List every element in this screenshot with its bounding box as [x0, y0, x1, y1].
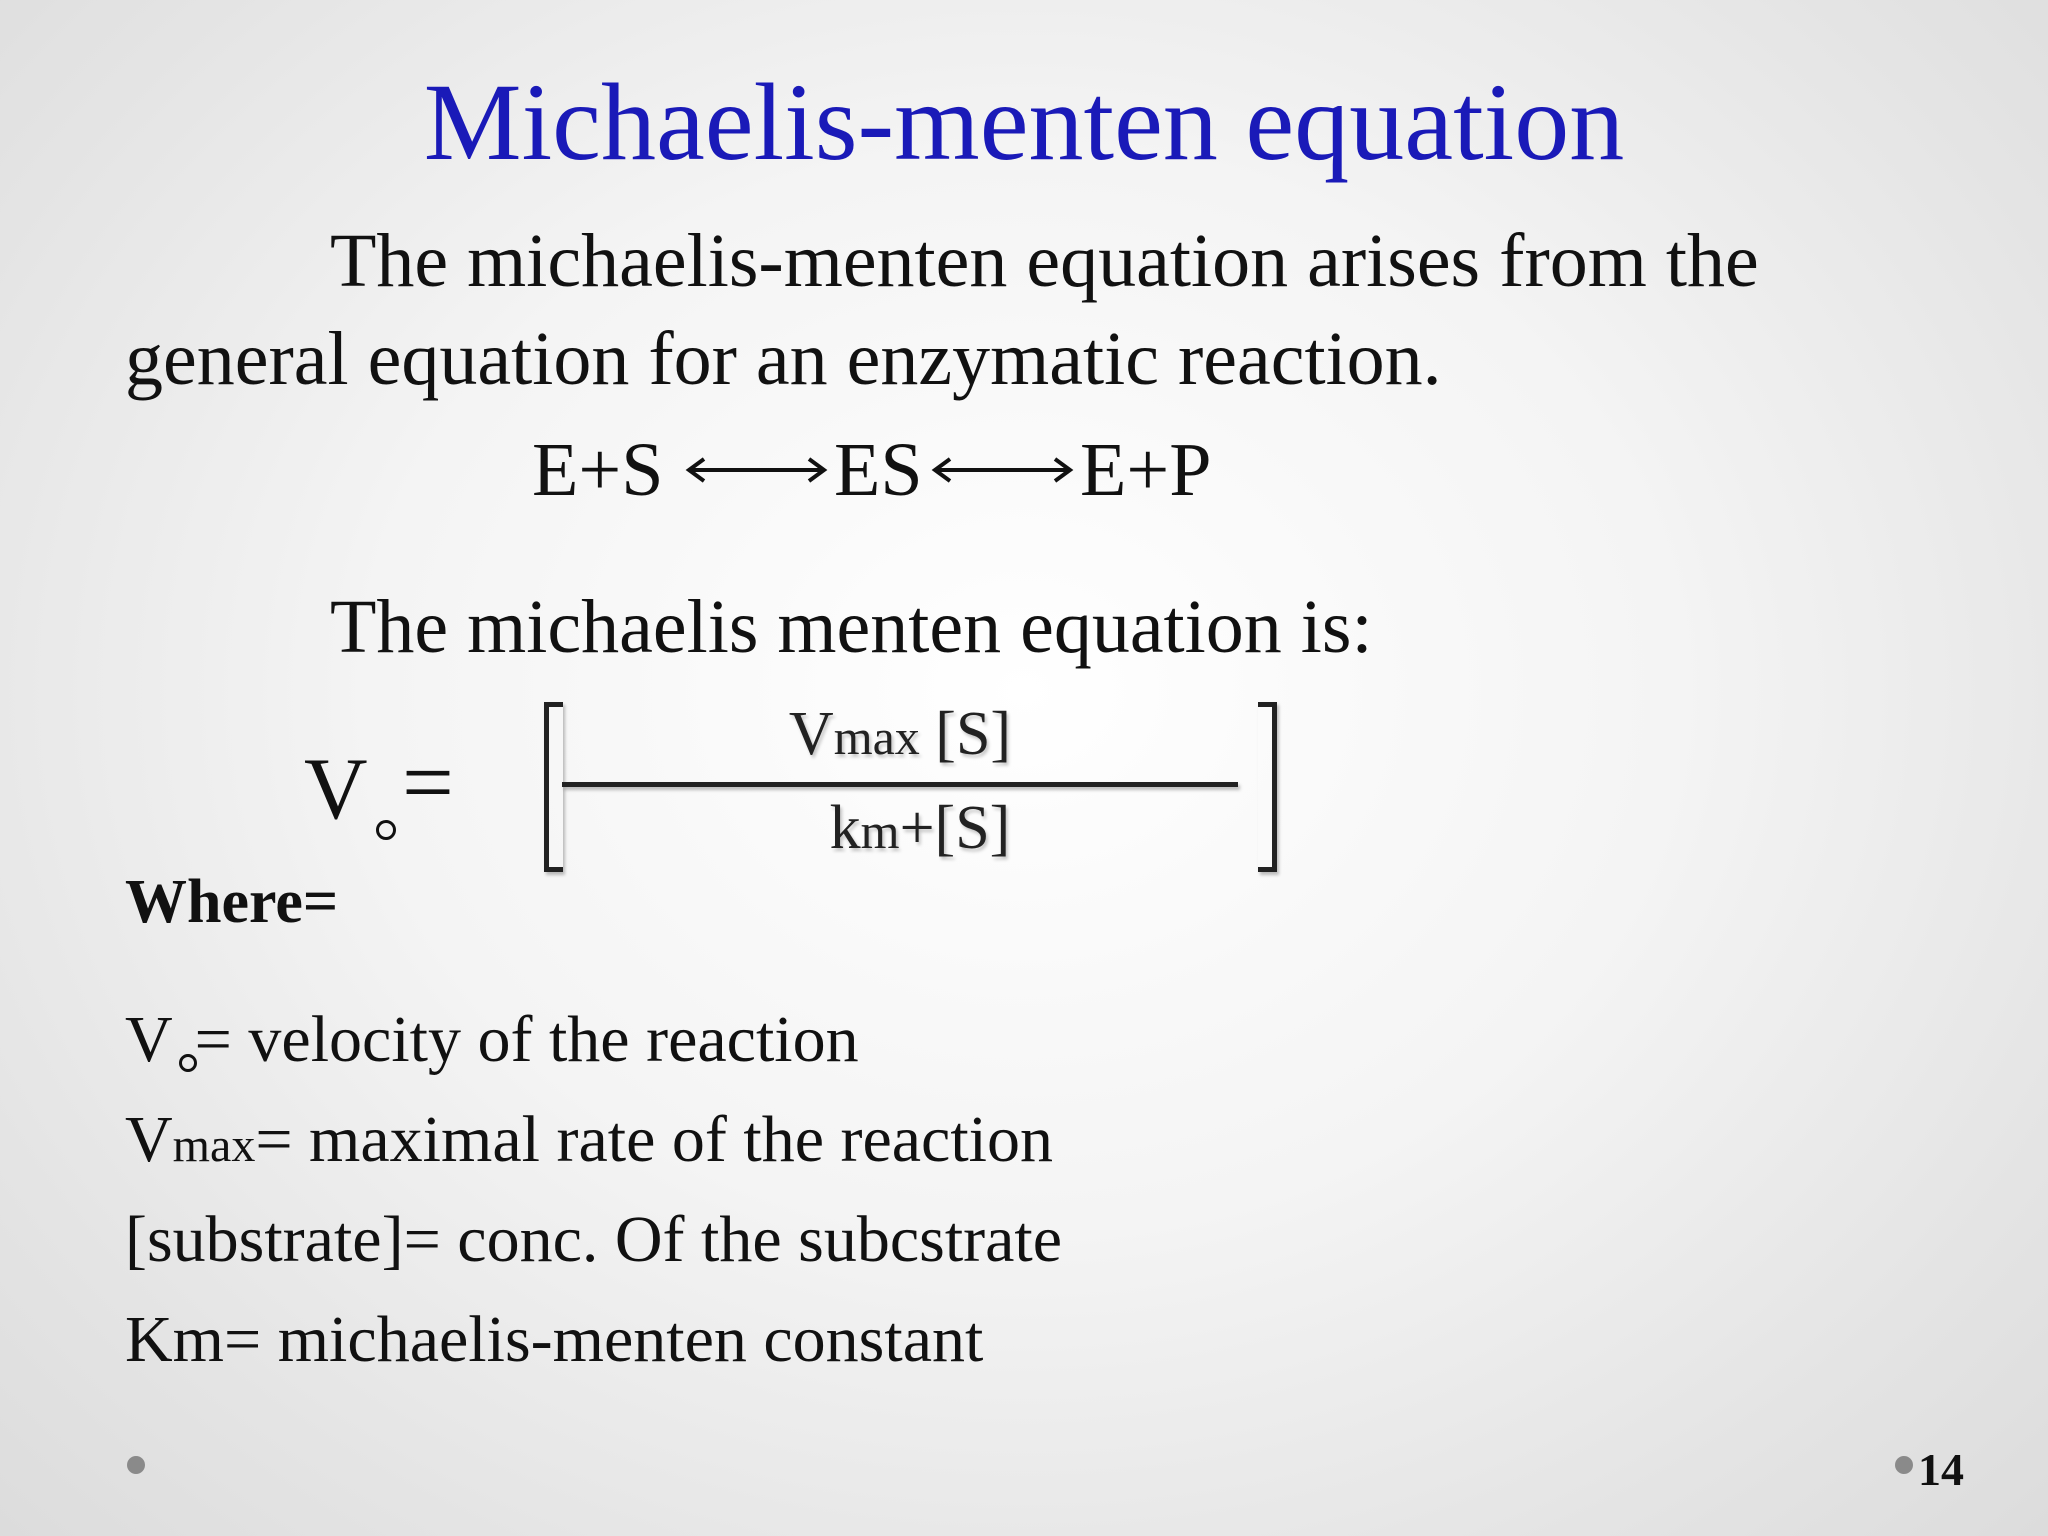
- fraction-bar: [562, 782, 1238, 787]
- intro-paragraph: [125, 212, 1885, 408]
- definition-vmax: Vmax= maximal rate of the reaction: [125, 1103, 1054, 1176]
- formula-numerator: Vmax [S]: [788, 700, 1012, 768]
- intro-line-2: general equation for an enzymatic reaction.: [125, 317, 1442, 401]
- definition-substrate: [substrate]= conc. Of the subcstrate: [125, 1203, 1063, 1276]
- naught-subscript: [179, 1054, 197, 1072]
- footer-right-dot-icon: [1895, 1456, 1913, 1474]
- where-label: Where=: [125, 868, 339, 936]
- formula-equals: =: [402, 731, 454, 833]
- footer-left-dot-icon: [127, 1456, 145, 1474]
- formula-denominator: km+[S]: [829, 794, 1011, 862]
- double-arrow-icon: [930, 455, 1075, 485]
- page-number: 14: [1918, 1444, 1964, 1495]
- naught-subscript: [376, 820, 396, 840]
- definition-velocity: V = velocity of the reaction: [125, 1003, 859, 1076]
- double-arrow-icon: [684, 455, 829, 485]
- complex: ES: [834, 428, 923, 512]
- michaelis-menten-formula: [300, 690, 1300, 890]
- intro-line-1: The michaelis-menten equation arises from the: [330, 219, 1759, 303]
- left-bracket: [544, 702, 563, 872]
- right-bracket: [1258, 702, 1277, 872]
- equation-intro: The michaelis menten equation is:: [330, 585, 1373, 669]
- products: E+P: [1080, 428, 1212, 512]
- reactants: E+S: [532, 428, 664, 512]
- formula-lhs: V: [304, 741, 368, 838]
- definitions-list: [125, 990, 1062, 1390]
- slide-title: Michaelis-menten equation: [423, 61, 1625, 183]
- definition-km: Km= michaelis-menten constant: [125, 1303, 984, 1376]
